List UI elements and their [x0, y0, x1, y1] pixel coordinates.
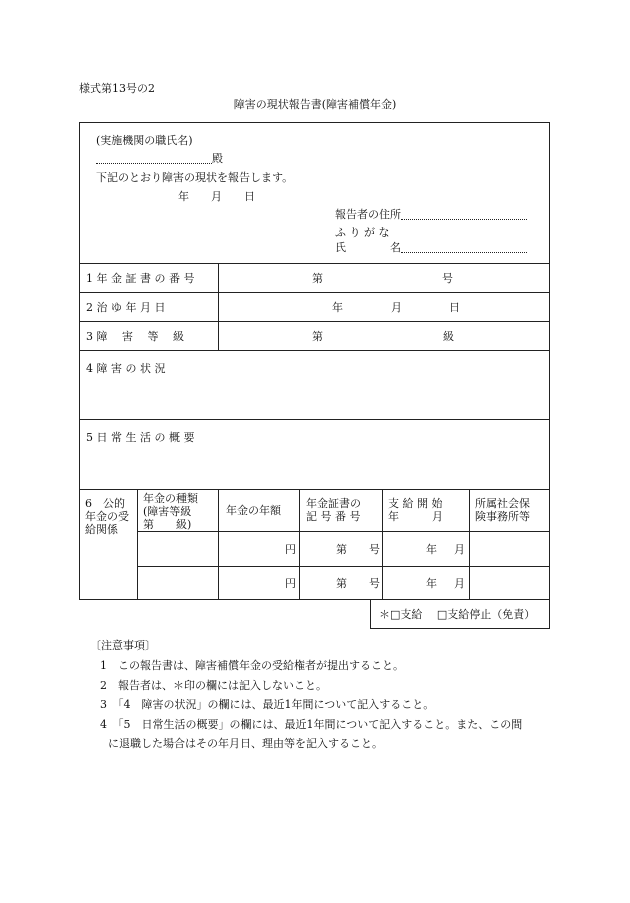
form-number: 様式第13号の2 [79, 82, 155, 95]
daily-life-label: 5 日 常 生 活 の 概 要 [86, 431, 195, 444]
year-1: 年 [426, 543, 437, 556]
yen-2: 円 [285, 577, 296, 590]
note-3: 3 「4 障害の状況」の欄には、最近1年間について記入すること。 [100, 698, 435, 711]
honorific: 殿 [212, 152, 223, 165]
month-1: 月 [454, 543, 465, 556]
pension-type-field-1[interactable] [139, 533, 217, 564]
disability-grade-label: 3 障 害 等 級 [86, 330, 184, 343]
pension-cert-header: 年金証書の 記 号 番 号 [306, 497, 361, 523]
payment-status-box [370, 600, 550, 629]
recovery-year: 年 [332, 301, 343, 314]
payment-status-options[interactable]: ＊□支給 □支給停止（免責） [379, 608, 536, 621]
pension-amount-header: 年金の年額 [226, 504, 281, 517]
go-1: 号 [369, 543, 380, 556]
report-date[interactable]: 年 月 日 [178, 190, 255, 203]
disability-status-label: 4 障 害 の 状 況 [86, 362, 166, 375]
reporter-address[interactable] [335, 209, 527, 220]
notes-heading: 〔注意事項〕 [90, 639, 156, 652]
note-1: 1 この報告書は、障害補償年金の受給権者が提出すること。 [100, 659, 404, 672]
yen-1: 円 [285, 543, 296, 556]
grade-kyu: 級 [443, 330, 454, 343]
recovery-date-label: 2 治 ゆ 年 月 日 [86, 301, 166, 314]
month-2: 月 [454, 577, 465, 590]
disability-status-field[interactable] [86, 375, 541, 417]
dai-2: 第 [336, 577, 347, 590]
cert-number-field[interactable] [230, 265, 540, 290]
cert-go: 号 [442, 272, 453, 285]
reporter-name[interactable] [335, 242, 527, 253]
name-label: 氏 名 [335, 241, 401, 254]
pension-cert-number-label: 1 年 金 証 書 の 番 号 [86, 272, 195, 285]
office-field-2[interactable] [471, 568, 547, 599]
cert-dai: 第 [312, 272, 323, 285]
furigana-label: ふ り が な [335, 226, 390, 239]
recovery-day: 日 [449, 301, 460, 314]
pension-type-field-2[interactable] [139, 568, 217, 599]
go-2: 号 [369, 577, 380, 590]
grade-dai: 第 [312, 330, 323, 343]
address-label: 報告者の住所 [335, 208, 401, 221]
report-form [79, 122, 550, 600]
recovery-month: 月 [391, 301, 402, 314]
pension-type-header: 年金の種類 (障害等級 第 級) [143, 492, 198, 531]
public-pension-label: 6 公的 年金の受 給関係 [85, 497, 129, 536]
social-insurance-office-header: 所属社会保 険事務所等 [475, 497, 530, 523]
document-title: 障害の現状報告書(障害補償年金) [233, 98, 397, 111]
note-2: 2 報告者は、＊印の欄には記入しないこと。 [100, 679, 327, 692]
payment-start-header: 支 給 開 始 年 月 [388, 497, 443, 523]
addressee-label: (実施機関の職氏名) [96, 134, 193, 147]
addressee-line[interactable] [96, 153, 223, 164]
office-field-1[interactable] [471, 533, 547, 564]
year-2: 年 [426, 577, 437, 590]
note-4-continued: に退職した場合はその年月日、理由等を記入すること。 [108, 737, 383, 750]
dai-1: 第 [336, 543, 347, 556]
daily-life-field[interactable] [86, 445, 541, 487]
statement: 下記のとおり障害の現状を報告します。 [96, 171, 294, 184]
note-4: 4 「5 日常生活の概要」の欄には、最近1年間について記入すること。また、この間 [100, 718, 523, 731]
